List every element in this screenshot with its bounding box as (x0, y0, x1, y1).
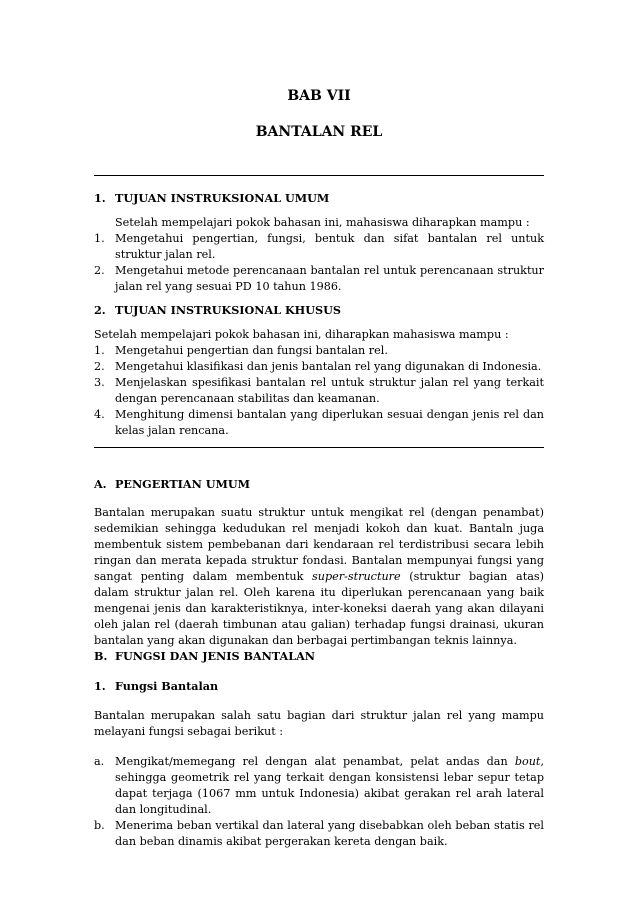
chapter-title: BANTALAN REL (255, 124, 383, 140)
section-b-heading-number: B. (94, 649, 108, 663)
list-item-text: Mengetahui metode perencanaan bantalan rel untuk perencanaan struktur jalan rel yang sesuai PD 10 tahun 1986. (115, 264, 544, 293)
list-item (94, 407, 544, 439)
list-item-text: Mengetahui pengertian, fungsi, bentuk dan sifat bantalan rel untuk struktur jalan rel. (115, 232, 544, 261)
list-marker: a. (94, 755, 105, 768)
paragraph-text-1: Bantalan merupakan suatu struktur untuk mengikat rel (dengan penambat) sedemikian sehingga kedudukan rel menjadi kokoh dan kuat. Bantaln juga membentuk sistem pembebanan dari kendaraan rel terdistribusi secara lebih ringan dan merata kepada struktur fondasi. Bantalan mempunyai fungsi yang sangat penting dalam membentuk (94, 506, 544, 583)
list-item-text-1: Mengikat/memegang rel dengan alat penambat, pelat andas dan (115, 755, 515, 768)
list-item-text-2: , sehingga geometrik rel yang terkait dengan konsistensi lebar sepur tetap dapat terjaga (1067 mm untuk Indonesia) akibat gerakan rel arah lateral dan longitudinal. (115, 755, 544, 816)
list-item (94, 375, 544, 407)
paragraph-emphasis: super-structure (312, 570, 401, 583)
list-item (94, 359, 544, 375)
tiu-heading-text: TUJUAN INSTRUKSIONAL UMUM (115, 191, 330, 205)
list-marker: 3. (94, 376, 105, 389)
section-a (94, 476, 544, 649)
list-item-emphasis: bout (514, 755, 541, 768)
chapter-number: BAB VII (287, 88, 351, 104)
tiu-section (94, 190, 544, 295)
list-marker: 4. (94, 408, 105, 421)
list-marker: 1. (94, 232, 105, 245)
list-marker: 1. (94, 344, 105, 357)
divider-bottom (94, 447, 544, 448)
list-item (94, 263, 544, 295)
section-a-heading (94, 476, 544, 492)
list-marker: 2. (94, 360, 105, 373)
list-item-text: Mengetahui klasifikasi dan jenis bantalan rel yang digunakan di Indonesia. (115, 360, 542, 373)
section-a-heading-number: A. (94, 477, 107, 491)
tik-heading (94, 302, 544, 318)
section-b-subheading-number: 1. (94, 679, 106, 693)
list-item-text-1: Menerima beban vertikal dan lateral yang disebabkan oleh beban statis rel dan beban dinamis akibat pergerakan kereta dengan baik. (115, 819, 544, 848)
section-a-heading-text: PENGERTIAN UMUM (115, 477, 250, 491)
tik-heading-text: TUJUAN INSTRUKSIONAL KHUSUS (115, 303, 341, 317)
list-item (94, 754, 544, 818)
list-item-text: Menjelaskan spesifikasi bantalan rel untuk struktur jalan rel yang terkait dengan perencanaan stabilitas dan keamanan. (115, 376, 544, 405)
section-a-paragraph (94, 505, 544, 649)
section-b-list (94, 754, 544, 850)
section-b-heading (94, 648, 544, 664)
list-item-text: Mengetahui pengertian dan fungsi bantalan rel. (115, 344, 388, 357)
list-marker: 2. (94, 264, 105, 277)
tik-intro: Setelah mempelajari pokok bahasan ini, diharapkan mahasiswa mampu : (94, 328, 509, 341)
tiu-heading-number: 1. (94, 191, 106, 205)
tik-heading-number: 2. (94, 303, 106, 317)
section-b-subheading (94, 678, 544, 694)
section-b-subheading-text: Fungsi Bantalan (115, 679, 219, 693)
list-item (94, 231, 544, 263)
section-b (94, 648, 544, 850)
tik-section (94, 302, 544, 439)
list-item-text: Menghitung dimensi bantalan yang diperlukan sesuai dengan jenis rel dan kelas jalan rencana. (115, 408, 544, 437)
divider-top (94, 175, 544, 176)
section-b-intro: Bantalan merupakan salah satu bagian dari struktur jalan rel yang mampu melayani fungsi sebagai berikut : (94, 709, 544, 738)
list-item (94, 343, 544, 359)
tiu-list (94, 231, 544, 295)
tiu-heading (94, 190, 544, 206)
list-marker: b. (94, 819, 105, 832)
tiu-intro: Setelah mempelajari pokok bahasan ini, mahasiswa diharapkan mampu : (115, 216, 530, 229)
tik-list (94, 343, 544, 439)
section-b-heading-text: FUNGSI DAN JENIS BANTALAN (115, 649, 315, 663)
list-item (94, 818, 544, 850)
paragraph-text-2: (struktur bagian atas) dalam struktur jalan rel. Oleh karena itu diperlukan perencanaan yang baik mengenai jenis dan karakteristiknya, inter-koneksi daerah yang akan dilayani oleh jalan rel (daerah timbunan atau galian) terhadap fungsi drainasi, ukuran bantalan yang akan digunakan dan berbagai pertimbangan teknis lainnya. (94, 570, 544, 647)
